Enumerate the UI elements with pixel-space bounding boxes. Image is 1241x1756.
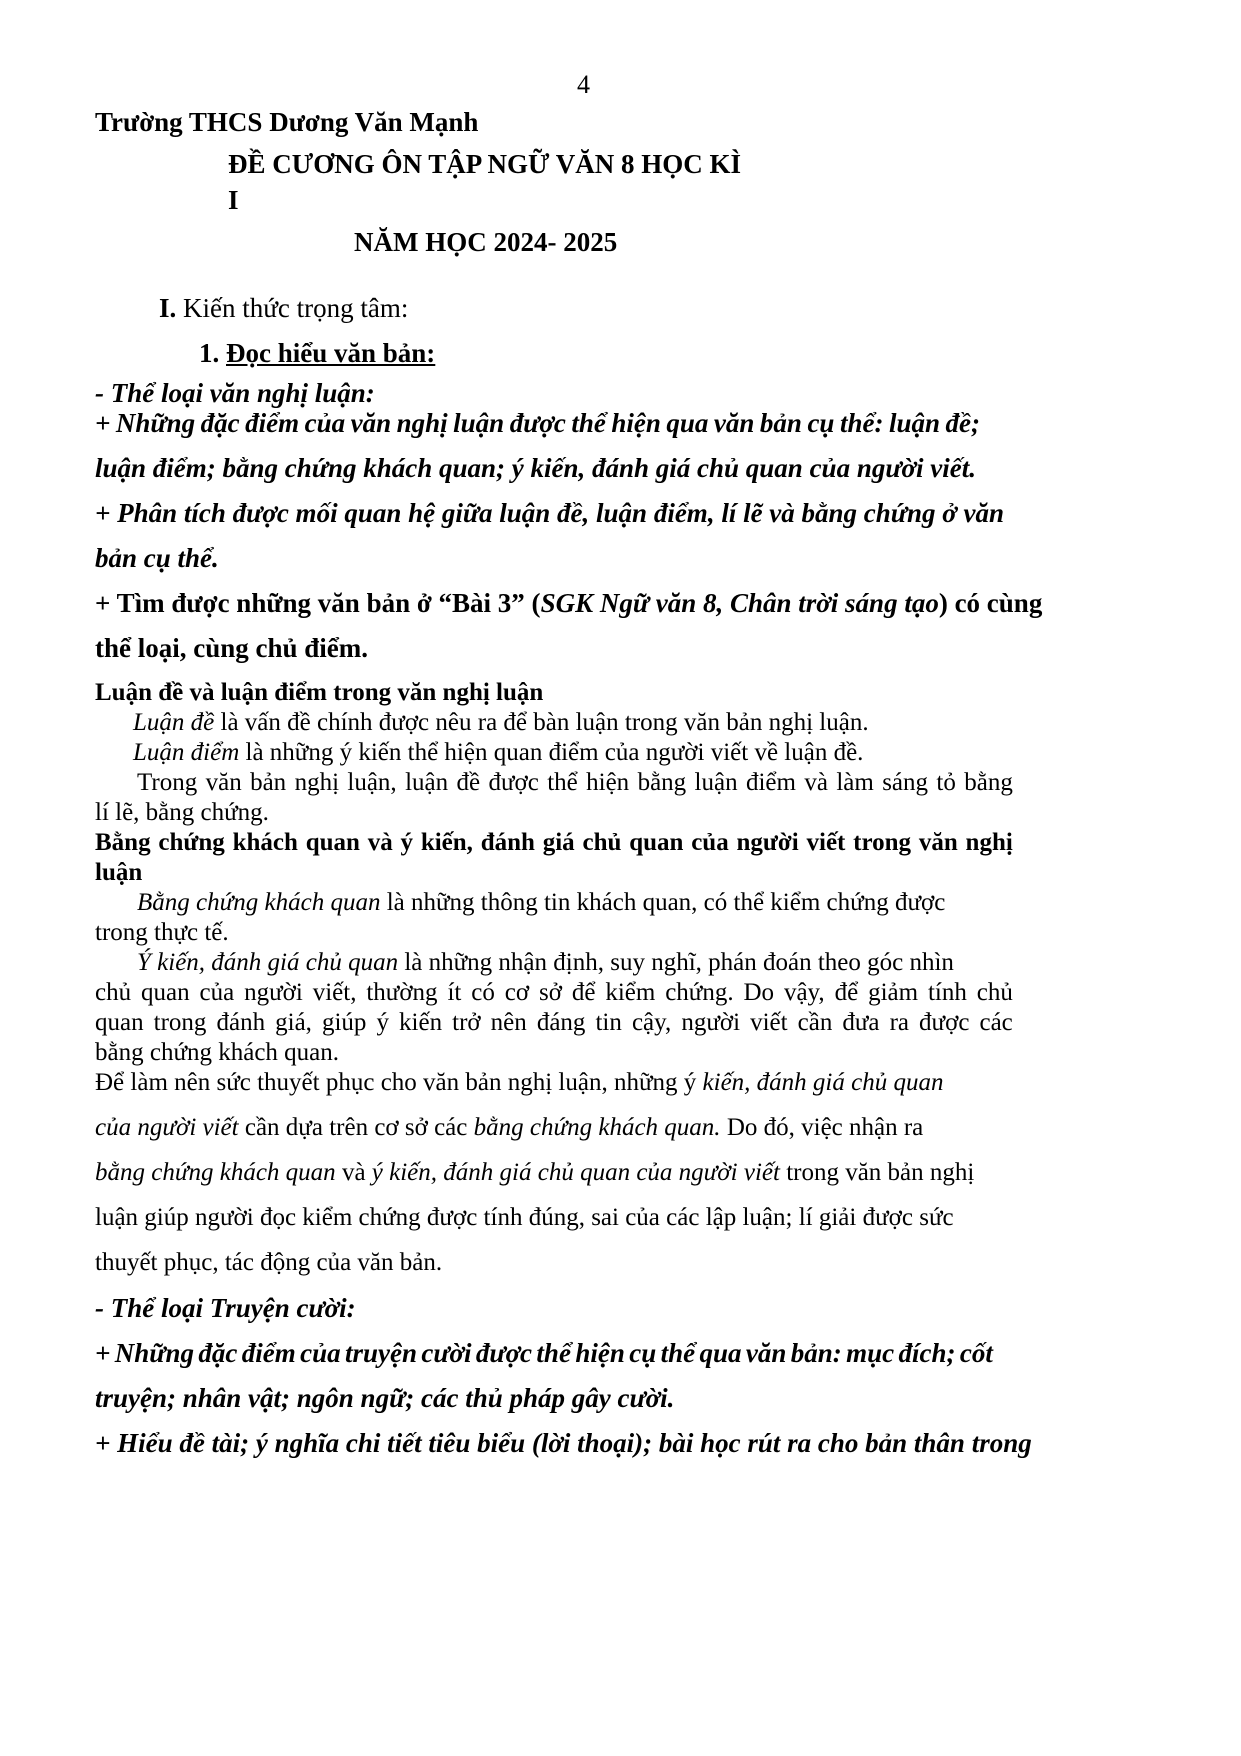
term-bang-chung: Bằng chứng khách quan xyxy=(137,889,381,916)
subsection-heading xyxy=(199,340,435,367)
bang-chung-paragraph-2-line2: chủ quan của người viết, thường ít có cơ sở để kiểm chứng. Do vậy, để giảm tính chủ xyxy=(95,979,1013,1006)
luan-de-paragraph-1 xyxy=(133,710,869,735)
section-title: Kiến thức trọng tâm: xyxy=(176,293,409,323)
de-lam-line4: luận giúp người đọc kiểm chứng được tính đúng, sai của các lập luận; lí giải được sức xyxy=(95,1204,954,1231)
nghi-luan-bullet-2-line2: bản cụ thể. xyxy=(95,543,219,573)
subsection-number: 1. xyxy=(199,338,226,368)
nghi-luan-bullet-3-line2: thể loại, cùng chủ điểm. xyxy=(95,633,369,663)
de-lam-text-2c: bằng chứng khách quan. xyxy=(473,1114,721,1141)
de-lam-line1 xyxy=(95,1070,943,1095)
genre-truyen-cuoi: - Thể loại Truyện cười: xyxy=(95,1293,356,1323)
truyen-cuoi-bullet-1-line2: truyện; nhân vật; ngôn ngữ; các thủ pháp gây cười. xyxy=(95,1383,675,1413)
de-lam-line3 xyxy=(95,1160,974,1185)
truyen-cuoi-bullet-2-line1: + Hiểu đề tài; ý nghĩa chi tiết tiêu biểu (lời thoại); bài học rút ra cho bản thân trong xyxy=(95,1428,1032,1458)
luan-de-paragraph-3-line1: Trong văn bản nghị luận, luận đề được thể hiện bằng luận điểm và làm sáng tỏ bằng xyxy=(137,769,1013,796)
bullet-3-textbook: SGK Ngữ văn 8, Chân trời sáng tạo xyxy=(540,588,939,618)
de-lam-text-1b: kiến, đánh giá chủ quan xyxy=(702,1069,944,1096)
de-lam-text-3b: và xyxy=(335,1159,372,1186)
de-lam-text-2b: cần dựa trên cơ sở các xyxy=(238,1114,474,1141)
de-lam-text-1a: Để làm nên sức thuyết phục cho văn bản nghị luận, những ý xyxy=(95,1069,703,1096)
bang-chung-paragraph-1-line1 xyxy=(137,890,945,915)
bang-chung-paragraph-1-line2: trong thực tế. xyxy=(95,919,229,946)
school-name: Trường THCS Dương Văn Mạnh xyxy=(95,107,479,137)
bang-chung-paragraph-2-line1 xyxy=(137,950,954,975)
page-number: 4 xyxy=(577,70,590,99)
section-number: I. xyxy=(159,293,177,323)
de-lam-text-3c: ý kiến, đánh giá chủ quan của người viết xyxy=(371,1159,780,1186)
y-kien-definition: là những nhận định, suy nghĩ, phán đoán theo góc nhìn xyxy=(398,949,954,976)
de-lam-text-3a: bằng chứng khách quan xyxy=(95,1159,336,1186)
nghi-luan-bullet-3-line1 xyxy=(95,590,1042,617)
de-lam-text-2d: Do đó, việc nhận ra xyxy=(720,1114,924,1141)
term-luan-diem: Luận điểm xyxy=(133,739,240,766)
document-title-line1: ĐỀ CƯƠNG ÔN TẬP NGỮ VĂN 8 HỌC KÌ xyxy=(228,149,742,179)
nghi-luan-bullet-1-line2: luận điểm; bằng chứng khách quan; ý kiến, đánh giá chủ quan của người viết. xyxy=(95,453,976,483)
luan-diem-definition: là những ý kiến thể hiện quan điểm của người viết về luận đề. xyxy=(239,739,864,766)
genre-nghi-luan: - Thể loại văn nghị luận: xyxy=(95,378,375,408)
luan-de-paragraph-2 xyxy=(133,740,863,765)
document-title-line2: I xyxy=(228,185,239,215)
bang-chung-paragraph-2-line4: bằng chứng khách quan. xyxy=(95,1039,340,1066)
de-lam-text-3d: trong văn bản nghị xyxy=(779,1159,975,1186)
section-heading xyxy=(159,295,408,322)
bang-chung-heading-line1: Bằng chứng khách quan và ý kiến, đánh giá chủ quan của người viết trong văn nghị xyxy=(95,829,1013,856)
nghi-luan-bullet-1-line1: + Những đặc điểm của văn nghị luận được thể hiện qua văn bản cụ thể: luận đề; xyxy=(95,408,980,438)
nghi-luan-bullet-2-line1: + Phân tích được mối quan hệ giữa luận đề, luận điểm, lí lẽ và bằng chứng ở văn xyxy=(95,498,1004,528)
bullet-3-text-c: ) có cùng xyxy=(938,588,1043,618)
truyen-cuoi-bullet-1-line1: + Những đặc điểm của truyện cười được thể hiện cụ thể qua văn bản: mục đích; cốt xyxy=(95,1338,993,1368)
de-lam-line5: thuyết phục, tác động của văn bản. xyxy=(95,1249,443,1276)
de-lam-text-2a: của người viết xyxy=(95,1114,239,1141)
luan-de-paragraph-3-line2: lí lẽ, bằng chứng. xyxy=(95,799,269,826)
term-y-kien: Ý kiến, đánh giá chủ quan xyxy=(137,949,399,976)
bang-chung-heading-line2: luận xyxy=(95,859,143,886)
bang-chung-definition: là những thông tin khách quan, có thể kiểm chứng được xyxy=(380,889,946,916)
luan-de-heading: Luận đề và luận điểm trong văn nghị luận xyxy=(95,679,544,706)
de-lam-line2 xyxy=(95,1115,923,1140)
school-year: NĂM HỌC 2024- 2025 xyxy=(354,227,618,257)
subsection-title: Đọc hiểu văn bản: xyxy=(226,338,436,368)
bullet-3-text-a: + Tìm được những văn bản ở “Bài 3” ( xyxy=(95,588,541,618)
term-luan-de: Luận đề xyxy=(133,709,215,736)
bang-chung-paragraph-2-line3: quan trong đánh giá, giúp ý kiến trở nên đáng tin cậy, người viết cần đưa ra được các xyxy=(95,1009,1013,1036)
luan-de-definition: là vấn đề chính được nêu ra để bàn luận trong văn bản nghị luận. xyxy=(214,709,869,736)
